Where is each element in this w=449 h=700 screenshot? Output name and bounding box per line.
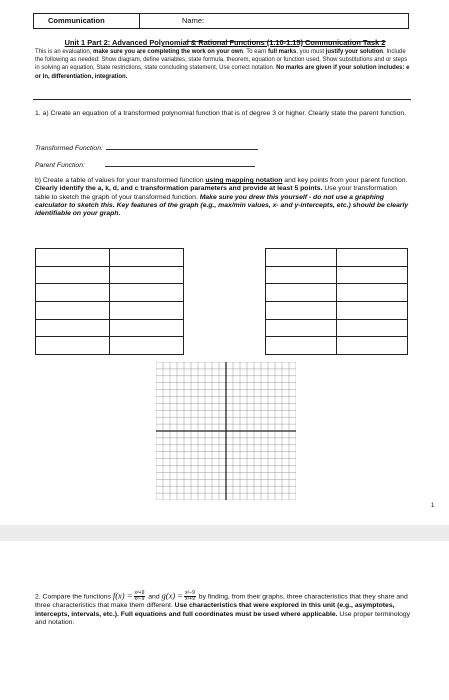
f-fraction: $\frac{\text{x²+9}}{\text{x²−9}}$ [134,590,145,602]
table-row [36,319,184,337]
table-row [266,284,408,302]
table-row [266,249,408,267]
header-table [33,13,409,29]
name-field [140,14,408,28]
graph-grid [156,362,296,500]
question-2: 2. Compare the functions f(x) = $\frac{\text{x²+9}}{\text{x²−9}}$ and g(x) = $\frac{\text{x²−9}}{\text{x²+9}}$ by finding, from their graphs, three characteristics that they share and three characteristics that make them different. Use characteristics that were explored in this unit (e.g., asymptotes, intercepts, intervals, etc.). Full equations and full coordinates must be used where applicable. Use proper terminology and notation. [35,590,411,627]
task-title: Unit 1 Part 2: Advanced Polynomial & Rational Functions (1.10-1.15) Communication Task 2 [64,38,386,47]
answer-line [105,158,255,167]
table-row [266,302,408,320]
divider [33,99,411,100]
g-fraction: $\frac{\text{x²−9}}{\text{x²+9}}$ [185,590,195,602]
table-row [36,337,184,355]
table-row [266,337,408,355]
table-row [36,302,184,320]
transformed-values-table [265,248,408,355]
category-label: Communication [34,14,140,28]
name-label: Name: [182,16,205,25]
parent-function-field [35,158,255,169]
transformed-function-field [35,141,258,152]
table-row [36,266,184,284]
table-row [266,319,408,337]
table-row [36,249,184,267]
question-1a: 1. a) Create an equation of a transformed polynomial function that is of degree 3 or higher. Clearly state the parent function. [35,110,407,117]
question-1b: b) Create a table of values for your transformed function using mapping notation and key points from your parent function. Clearly identify the a, k, d, and c transformation parameters and provide at least 5 points. Use your transformation table to sketch the graph of your transformed function. Make sure you drew this yourself - do not use a graphing calculator to sketch this. Key features of the graph (e.g., max/min values, x- and y-intercepts, etc.) should be clearly identifiable on your graph. [35,177,409,218]
instructions: This is an evaluation, make sure you are completing the work on your own. To earn full marks, you must justify your solution. Include the following as needed: Show diagram, define variables, state formula, theorem, equation or function used, Show substitutions and or steps in solving an equation, State restrictions, state concluding statement, Use correct notation. No marks are given if your solution includes: e or ln, differentiation, integration. [35,49,410,80]
transformed-function-label: Transformed Function: [35,145,103,152]
parent-values-table [35,248,184,355]
answer-line [106,141,258,150]
table-row [36,284,184,302]
page-number: 1 [431,503,435,509]
table-row [266,266,408,284]
parent-function-label: Parent Function: [35,162,85,169]
